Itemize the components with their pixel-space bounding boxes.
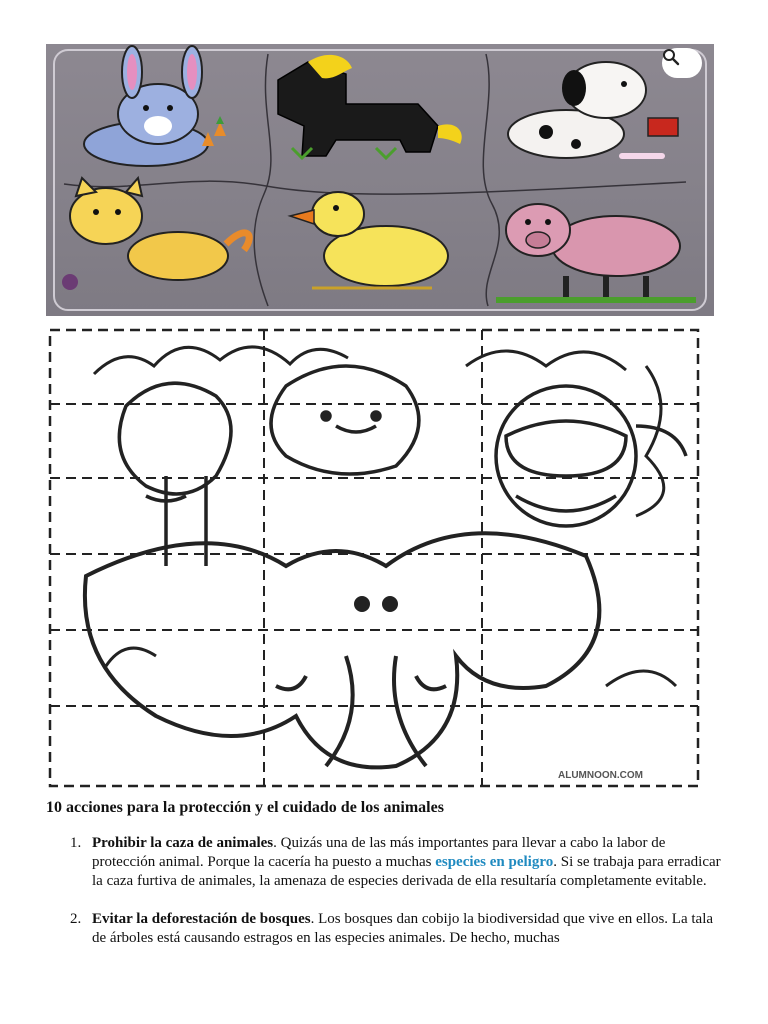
item-text: . Quizás una de las más importantes para llevar a cabo la labor de protección animal. Porque la cacería ha puesto a muchas (92, 835, 666, 870)
item-text-continued: . Si se trabaja para erradicar la caza furtiva de animales, la amenaza de especies derivada de ella resultaría completamente evitable. (92, 854, 721, 889)
actions-list (46, 834, 726, 948)
page-heading: 10 acciones para la protección y el cuidado de los animales (46, 799, 444, 816)
watermark: ALUMNOON.COM (558, 770, 643, 781)
monkey-outline (496, 386, 686, 526)
endangered-species-link[interactable]: especies en peligro (435, 854, 554, 870)
elephant-outline (85, 533, 599, 767)
zoom-button[interactable] (662, 48, 702, 78)
puzzle-photo-art (46, 44, 714, 316)
hippo-outline (271, 366, 419, 474)
animal-puzzle-photo (46, 44, 714, 316)
item-title: Prohibir la caza de animales (92, 835, 274, 851)
item-title: Evitar la deforestación de bosques (92, 911, 311, 927)
duck-figure (290, 192, 448, 288)
pig-figure (496, 204, 696, 300)
rabbit-figure (84, 46, 226, 166)
animal-puzzle-lineart (46, 326, 702, 788)
item-number: 1. (70, 835, 82, 851)
list-item (46, 834, 726, 891)
zoom-icon (662, 48, 680, 66)
trees-outline (94, 347, 676, 686)
item-text: . Los bosques dan cobijo la biodiversidad que vive en ellos. La tala de árboles está causando estragos en las especies animales. De hecho, muchas (92, 911, 714, 946)
dog-figure (508, 62, 678, 158)
horse-figure (278, 55, 462, 158)
list-item (46, 910, 726, 948)
giraffe-outline (119, 383, 231, 566)
cat-figure (62, 178, 249, 290)
lineart-puzzle-art (46, 326, 702, 788)
item-number: 2. (70, 911, 82, 927)
